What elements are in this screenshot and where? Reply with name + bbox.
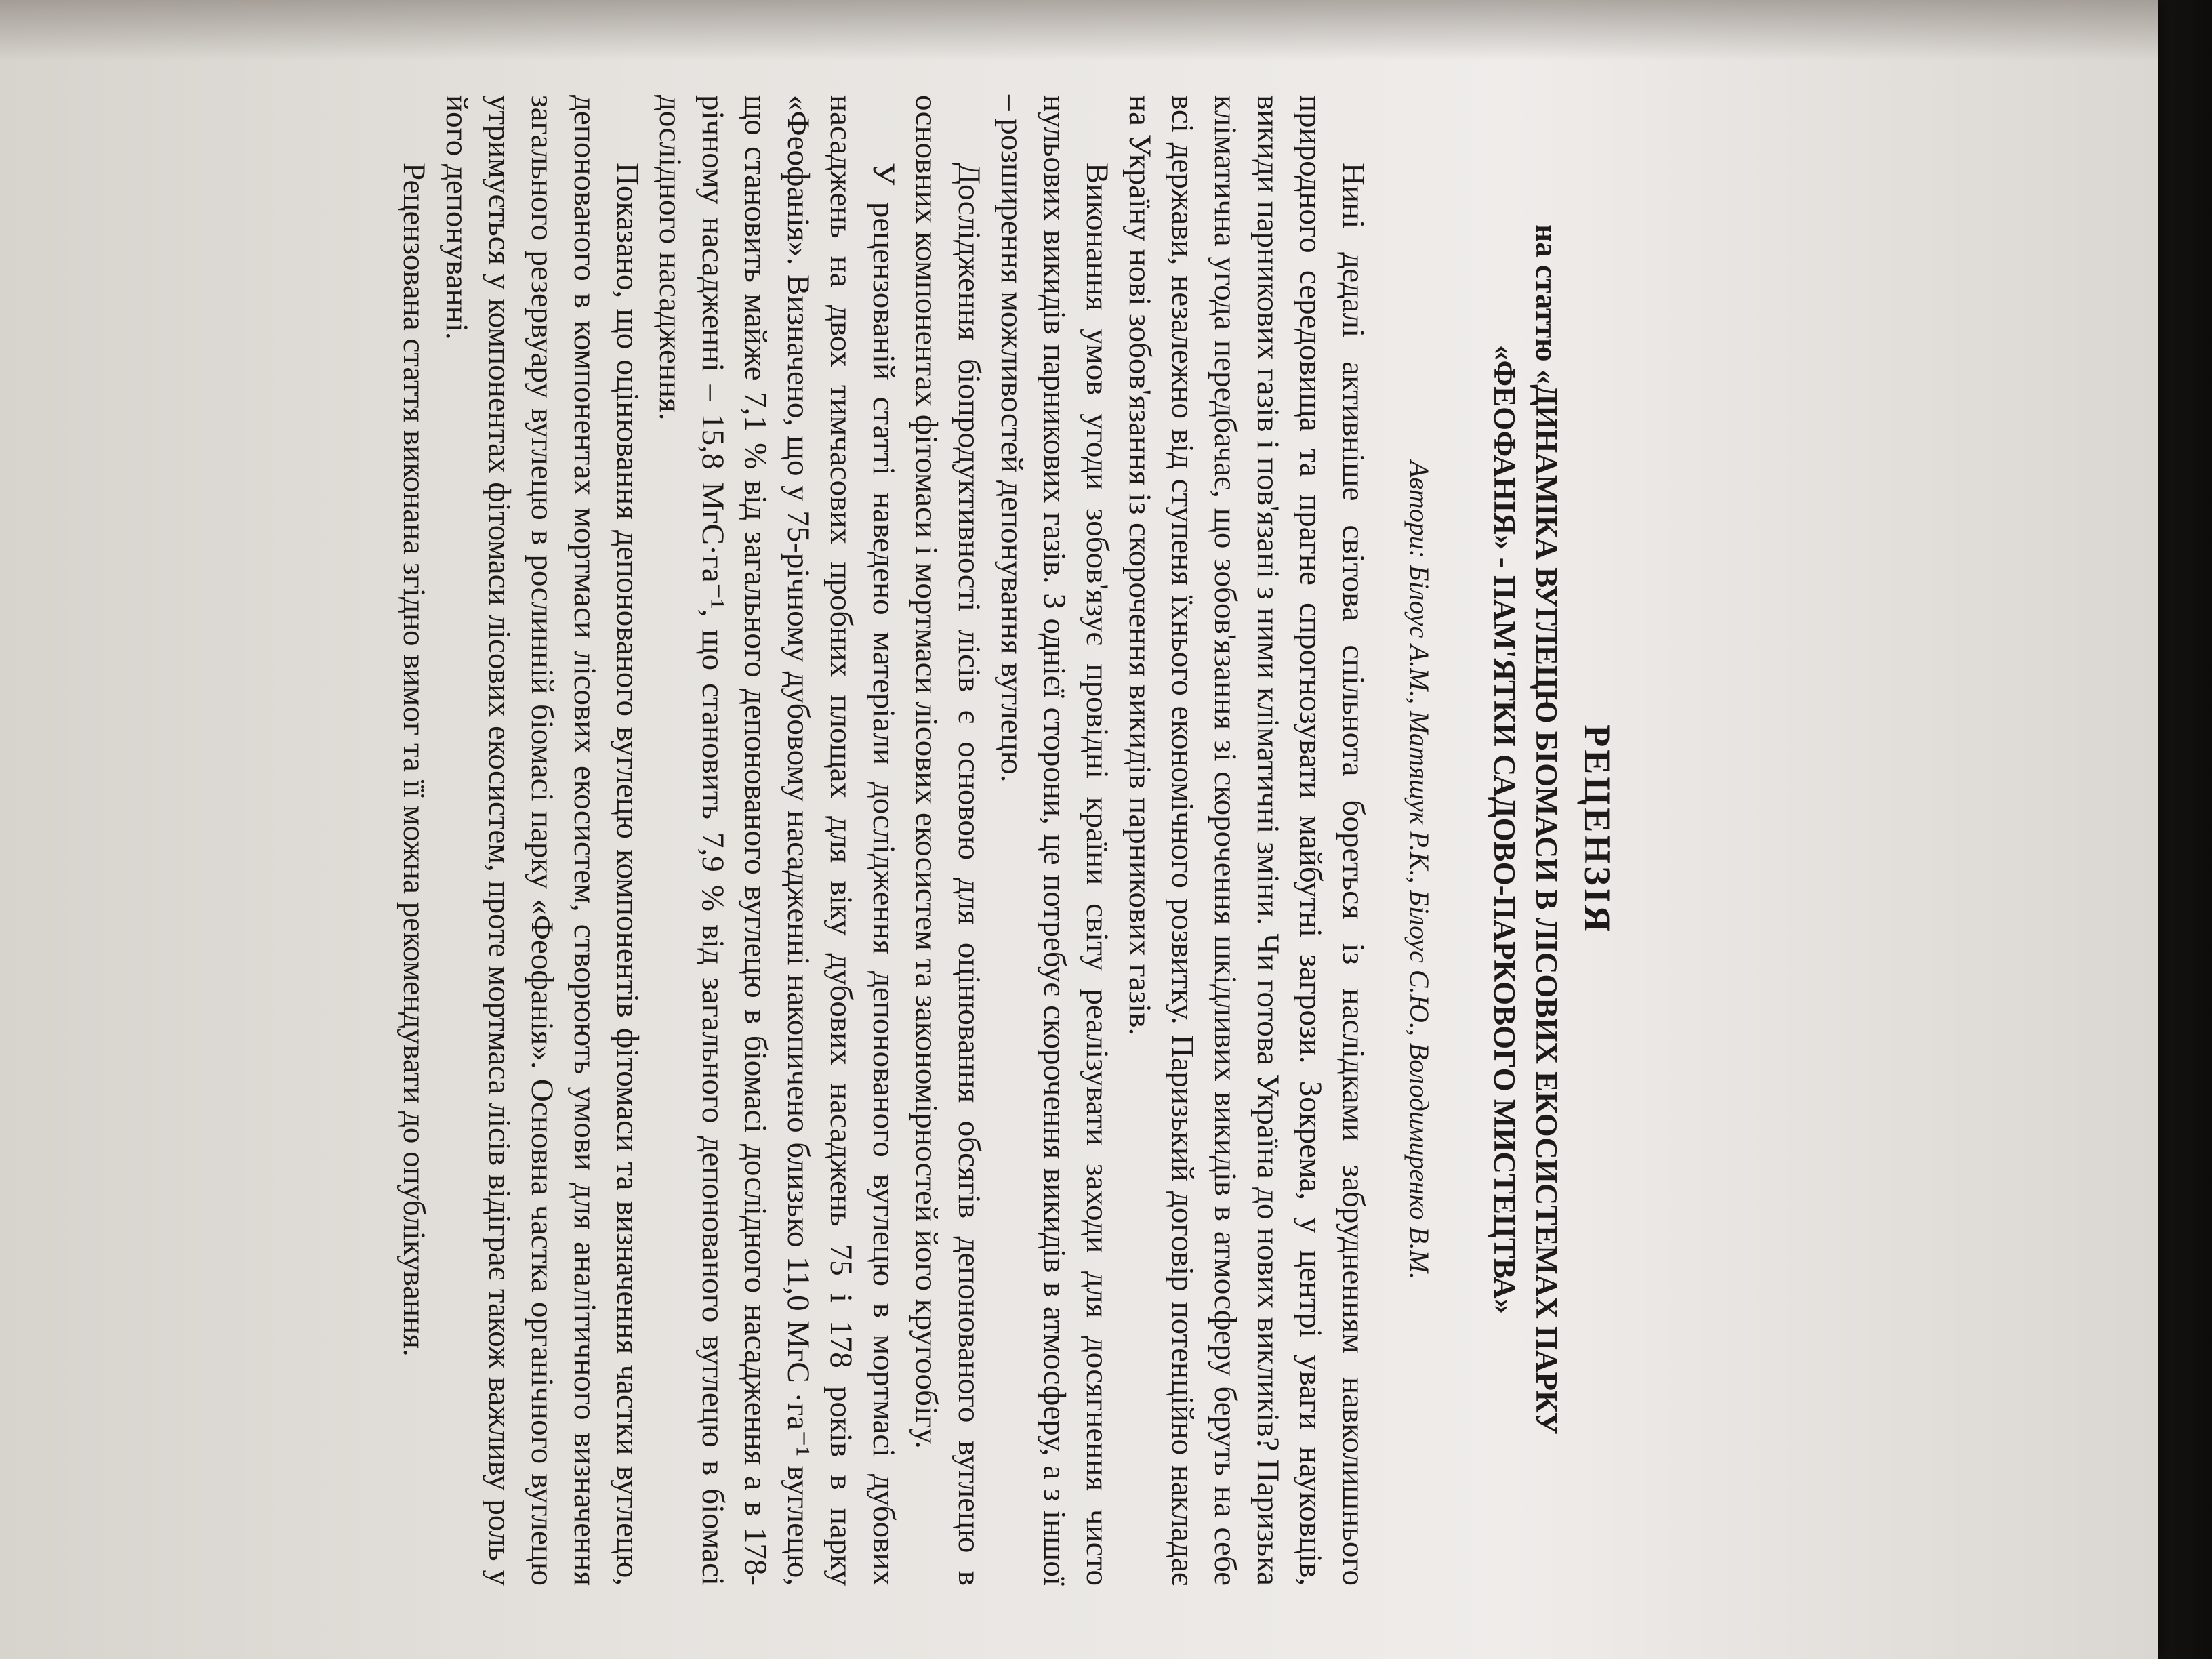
- body-paragraph: Дослідження біопродуктивності лісів є основою для оцінювання обсягів депонованого вуглецю в основних компонентах фітомаси і мортмаси лісових екосистем та закономірностей його кругообігу.: [909, 95, 987, 1586]
- handwritten-signature: [0, 474, 5, 1017]
- body-paragraph: У рецензованій статті наведено матеріали дослідження депонованого вуглецю в мортмасі дубових насаджень на двох тимчасових пробних площах для віку дубових насаджень 75 і 178 років в парку «Феофанія». Визначено, що у 75-річному дубовому насадженні накопичено близько 11,0 МгС ·га⁻¹ вуглецю, що становить майже 7,1 % від загального депонованого вуглецю в біомасі дослідного насадження а в 178-річному насадженні – 15,8 МгС·га⁻¹, що становить 7,9 % від загального депонованого вуглецю в біомасі дослідного насадження.: [653, 95, 901, 1586]
- document-subheading: на статтю «ДИНАМІКА ВУГЛЕЦЮ БІОМАСИ В ЛІСОВИХ ЕКОСИСТЕМАХ ПАРКУ «ФЕОФАНІЯ» - ПАМ'ЯТКИ САДОВО-ПАРКОВОГО МИСТЕЦТВА»: [1488, 224, 1563, 1435]
- review-body: [392, 95, 1374, 1586]
- body-paragraph: Виконання умов угоди зобов'язує провідні країни світу реалізувати заходи для досягнення чисто нульових викидів парникових газів. З однієї сторони, це потребує скорочення викидів в атмосферу, а з іншої – розширення можливостей депонування вуглецю.: [994, 95, 1115, 1586]
- document-heading: РЕЦЕНЗІЯ: [1577, 724, 1618, 935]
- document-authors: Автори: Білоус А.М., Матяшук Р.К., Білоус С.Ю., Володимиренко В.М.: [1404, 461, 1435, 1279]
- body-paragraph: Нині дедалі активніше світова спільнота бореться із наслідками забрудненням навколишнього природного середовища та прагне спрогнозувати майбутні загрози. Зокрема, у центрі уваги науковців, викиди парникових газів і пов'язані з ними кліматичні зміни. Чи готова Україна до нових викликів? Паризька кліматична угода передбачає, що зобов'язання зі скорочення шкідливих викидів в атмосферу беруть на себе всі держави, незалежно від ступеня їхнього економічного розвитку. Паризький договір потенційно накладає на Україну нові зобов'язання із скорочення викидів парникових газів.: [1122, 95, 1371, 1586]
- body-paragraph: Рецензована стаття виконана згідно вимог та її можна рекомендувати до опублікування.: [396, 163, 432, 1357]
- body-paragraph: Показано, що оцінювання депонованого вуглецю компонентів фітомаси та визначення частки вуглецю, депонованого в компонентах мортмаси лісових екосистем, створюють умови для аналітичного визначення загального резервуару вуглецю в рослинній біомасі парку «Феофанія». Основна частка органічного вуглецю утримується у компонентах фітомаси лісових екосистем, проте мортмаса лісів відіграє також важливу роль у його депонуванні.: [439, 95, 645, 1586]
